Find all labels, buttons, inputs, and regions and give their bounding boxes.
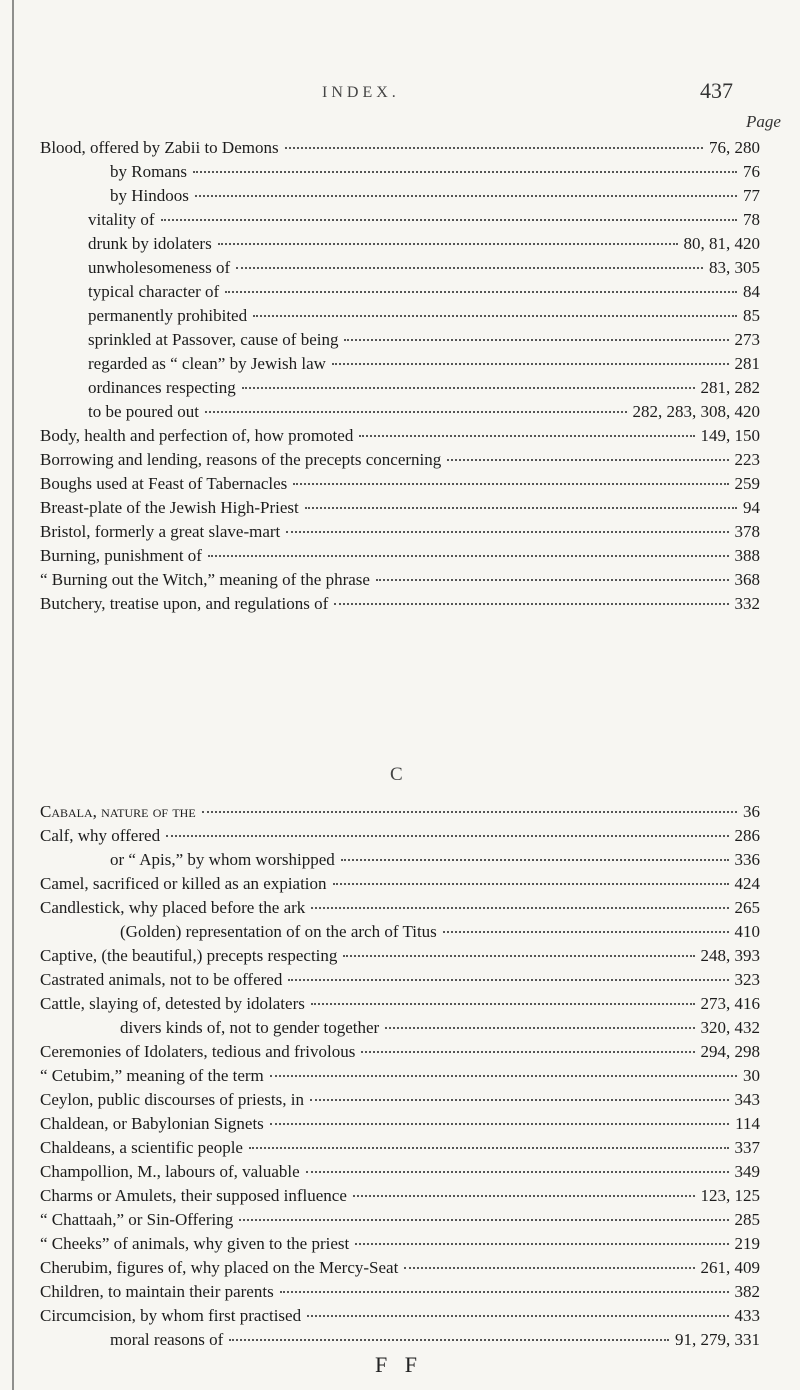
- dot-leader: [249, 1146, 729, 1149]
- entry-pages: 77: [743, 186, 760, 205]
- dot-leader: [236, 266, 703, 269]
- entry-label: to be poured out: [88, 402, 199, 421]
- entry-pages: 336: [734, 850, 760, 869]
- index-entry: [40, 1112, 760, 1136]
- entry-label: (Golden) representation of on the arch of Titus: [120, 922, 437, 941]
- index-entry: [40, 800, 760, 824]
- dot-leader: [288, 978, 728, 981]
- entry-label: permanently prohibited: [88, 306, 248, 325]
- index-entry: [88, 256, 760, 280]
- dot-leader: [359, 434, 694, 437]
- index-entry: [88, 376, 760, 400]
- dot-leader: [310, 1098, 729, 1101]
- entry-label: Champollion, M., labours of, valuable: [40, 1162, 300, 1181]
- entry-label: sprinkled at Passover, cause of being: [88, 330, 339, 349]
- index-entry: [40, 872, 760, 896]
- index-entry: [88, 328, 760, 352]
- index-entry: [40, 1304, 760, 1328]
- entry-label: by Romans: [110, 162, 187, 181]
- dot-leader: [376, 578, 729, 581]
- entry-label: unwholesomeness of: [88, 258, 231, 277]
- dot-leader: [332, 362, 729, 365]
- index-entry: [40, 944, 760, 968]
- entry-pages: 248, 393: [700, 946, 760, 965]
- entry-pages: 433: [734, 1306, 760, 1325]
- index-entry: [40, 1280, 760, 1304]
- dot-leader: [443, 930, 729, 933]
- page-number: 437: [700, 78, 733, 103]
- dot-leader: [353, 1194, 695, 1197]
- entry-label: moral reasons of: [110, 1330, 224, 1349]
- entry-label: Bristol, formerly a great slave-mart: [40, 522, 281, 541]
- page-header: [0, 78, 800, 110]
- dot-leader: [361, 1050, 694, 1053]
- dot-leader: [205, 410, 627, 413]
- entry-pages: 273, 416: [700, 994, 760, 1013]
- index-entry: [110, 184, 760, 208]
- entry-pages: 94: [743, 498, 760, 517]
- index-entry: [88, 280, 760, 304]
- entry-pages: 78: [743, 210, 760, 229]
- index-entry: [40, 896, 760, 920]
- entry-pages: 281, 282: [700, 378, 760, 397]
- entry-label: vitality of: [88, 210, 155, 229]
- dot-leader: [355, 1242, 728, 1245]
- dot-leader: [202, 810, 737, 813]
- entry-pages: 85: [743, 306, 760, 325]
- index-entry: [88, 208, 760, 232]
- entry-label: ordinances respecting: [88, 378, 236, 397]
- dot-leader: [195, 194, 737, 197]
- entry-label: “ Burning out the Witch,” meaning of the phrase: [40, 570, 370, 589]
- entry-pages: 83, 305: [709, 258, 760, 277]
- entry-pages: 91, 279, 331: [675, 1330, 760, 1349]
- entry-pages: 114: [735, 1114, 760, 1133]
- index-entry: [40, 592, 760, 616]
- dot-leader: [311, 906, 728, 909]
- index-entry: [40, 1184, 760, 1208]
- dot-leader: [242, 386, 695, 389]
- index-entry: [40, 568, 760, 592]
- dot-leader: [343, 954, 694, 957]
- entry-label: Camel, sacrificed or killed as an expiation: [40, 874, 327, 893]
- entry-pages: 84: [743, 282, 760, 301]
- entry-pages: 337: [734, 1138, 760, 1157]
- index-entry: [40, 1232, 760, 1256]
- dot-leader: [225, 290, 737, 293]
- dot-leader: [305, 506, 737, 509]
- entry-pages: 368: [734, 570, 760, 589]
- index-entry: [40, 1064, 760, 1088]
- dot-leader: [166, 834, 728, 837]
- index-entry: [88, 400, 760, 424]
- index-entry: [110, 1328, 760, 1352]
- entry-pages: 281: [734, 354, 760, 373]
- entry-label: Ceylon, public discourses of priests, in: [40, 1090, 304, 1109]
- entry-pages: 323: [734, 970, 760, 989]
- entry-label: Charms or Amulets, their supposed influence: [40, 1186, 347, 1205]
- entry-label: Castrated animals, not to be offered: [40, 970, 283, 989]
- index-entry: [40, 496, 760, 520]
- index-entry: [40, 136, 760, 160]
- index-entry: [40, 448, 760, 472]
- entry-pages: 76: [743, 162, 760, 181]
- dot-leader: [285, 146, 703, 149]
- entry-label: Cherubim, figures of, why placed on the Mercy-Seat: [40, 1258, 399, 1277]
- entry-label: Cattle, slaying of, detested by idolaters: [40, 994, 305, 1013]
- index-entry: [40, 824, 760, 848]
- entry-label: Body, health and perfection of, how promoted: [40, 426, 354, 445]
- entry-pages: 282, 283, 308, 420: [632, 402, 760, 421]
- entry-label: Butchery, treatise upon, and regulations of: [40, 594, 329, 613]
- dot-leader: [208, 554, 729, 557]
- entry-label: Candlestick, why placed before the ark: [40, 898, 306, 917]
- entry-label: Chaldean, or Babylonian Signets: [40, 1114, 264, 1133]
- entry-pages: 285: [734, 1210, 760, 1229]
- entry-pages: 219: [734, 1234, 760, 1253]
- entry-pages: 36: [743, 802, 760, 821]
- entry-pages: 382: [734, 1282, 760, 1301]
- entry-label: Burning, punishment of: [40, 546, 202, 565]
- entry-pages: 286: [734, 826, 760, 845]
- entry-label: Children, to maintain their parents: [40, 1282, 274, 1301]
- index-entry: [110, 848, 760, 872]
- entry-pages: 294, 298: [700, 1042, 760, 1061]
- entry-label: “ Cheeks” of animals, why given to the priest: [40, 1234, 350, 1253]
- dot-leader: [385, 1026, 694, 1029]
- entry-label: “ Chattaah,” or Sin-Offering: [40, 1210, 234, 1229]
- entry-label: or “ Apis,” by whom worshipped: [110, 850, 335, 869]
- dot-leader: [193, 170, 737, 173]
- entry-pages: 149, 150: [700, 426, 760, 445]
- entry-pages: 343: [734, 1090, 760, 1109]
- index-entry: [40, 520, 760, 544]
- entry-pages: 320, 432: [700, 1018, 760, 1037]
- entry-label: by Hindoos: [110, 186, 189, 205]
- entry-pages: 76, 280: [709, 138, 760, 157]
- entry-pages: 259: [734, 474, 760, 493]
- entry-label: regarded as “ clean” by Jewish law: [88, 354, 326, 373]
- index-entry: [40, 1136, 760, 1160]
- dot-leader: [161, 218, 737, 221]
- dot-leader: [344, 338, 728, 341]
- entry-pages: 30: [743, 1066, 760, 1085]
- index-entry: [40, 992, 760, 1016]
- index-entry: [40, 1160, 760, 1184]
- dot-leader: [253, 314, 737, 317]
- dot-leader: [293, 482, 728, 485]
- entry-label: Circumcision, by whom first practised: [40, 1306, 302, 1325]
- dot-leader: [229, 1338, 669, 1341]
- index-entry: [40, 1208, 760, 1232]
- dot-leader: [311, 1002, 695, 1005]
- entry-pages: 273: [734, 330, 760, 349]
- entry-pages: 410: [734, 922, 760, 941]
- index-entry: [120, 1016, 760, 1040]
- index-entry: [40, 968, 760, 992]
- index-entry: [88, 232, 760, 256]
- index-entry: [40, 1256, 760, 1280]
- entry-pages: 388: [734, 546, 760, 565]
- entry-label: typical character of: [88, 282, 220, 301]
- section-letter-c: C: [390, 764, 403, 785]
- entry-pages: 80, 81, 420: [683, 234, 760, 253]
- entry-label: Borrowing and lending, reasons of the precepts concerning: [40, 450, 442, 469]
- entry-label: Breast-plate of the Jewish High-Priest: [40, 498, 299, 517]
- entry-label: divers kinds of, not to gender together: [120, 1018, 380, 1037]
- entry-pages: 332: [734, 594, 760, 613]
- index-entry: [40, 424, 760, 448]
- entry-label: Calf, why offered: [40, 826, 161, 845]
- signature-mark: F F: [375, 1352, 423, 1377]
- index-entry: [40, 1040, 760, 1064]
- index-entry: [88, 304, 760, 328]
- entry-label: Blood, offered by Zabii to Demons: [40, 138, 279, 157]
- dot-leader: [280, 1290, 729, 1293]
- dot-leader: [404, 1266, 694, 1269]
- dot-leader: [306, 1170, 729, 1173]
- dot-leader: [307, 1314, 728, 1317]
- page-column-label: Page: [746, 112, 781, 131]
- entry-pages: 123, 125: [700, 1186, 760, 1205]
- entry-pages: 349: [734, 1162, 760, 1181]
- dot-leader: [341, 858, 729, 861]
- entry-label: Ceremonies of Idolaters, tedious and frivolous: [40, 1042, 356, 1061]
- entry-pages: 223: [734, 450, 760, 469]
- entry-label: Cabala, nature of the: [40, 802, 196, 821]
- dot-leader: [334, 602, 728, 605]
- entry-pages: 265: [734, 898, 760, 917]
- entry-label: Chaldeans, a scientific people: [40, 1138, 243, 1157]
- index-entry: [110, 160, 760, 184]
- dot-leader: [270, 1074, 737, 1077]
- page-edge-rule: [12, 0, 14, 1390]
- entry-pages: 424: [734, 874, 760, 893]
- entry-pages: 378: [734, 522, 760, 541]
- index-entry: [40, 472, 760, 496]
- entry-label: Captive, (the beautiful,) precepts respecting: [40, 946, 338, 965]
- dot-leader: [286, 530, 728, 533]
- entry-label: Boughs used at Feast of Tabernacles: [40, 474, 288, 493]
- entry-pages: 261, 409: [700, 1258, 760, 1277]
- dot-leader: [239, 1218, 728, 1221]
- index-entry: [40, 1088, 760, 1112]
- index-entry: [88, 352, 760, 376]
- running-head: INDEX.: [322, 84, 400, 101]
- dot-leader: [447, 458, 728, 461]
- dot-leader: [270, 1122, 729, 1125]
- dot-leader: [218, 242, 678, 245]
- index-entry: [40, 544, 760, 568]
- entry-label: drunk by idolaters: [88, 234, 212, 253]
- index-entry: [120, 920, 760, 944]
- entry-label: “ Cetubim,” meaning of the term: [40, 1066, 264, 1085]
- dot-leader: [333, 882, 729, 885]
